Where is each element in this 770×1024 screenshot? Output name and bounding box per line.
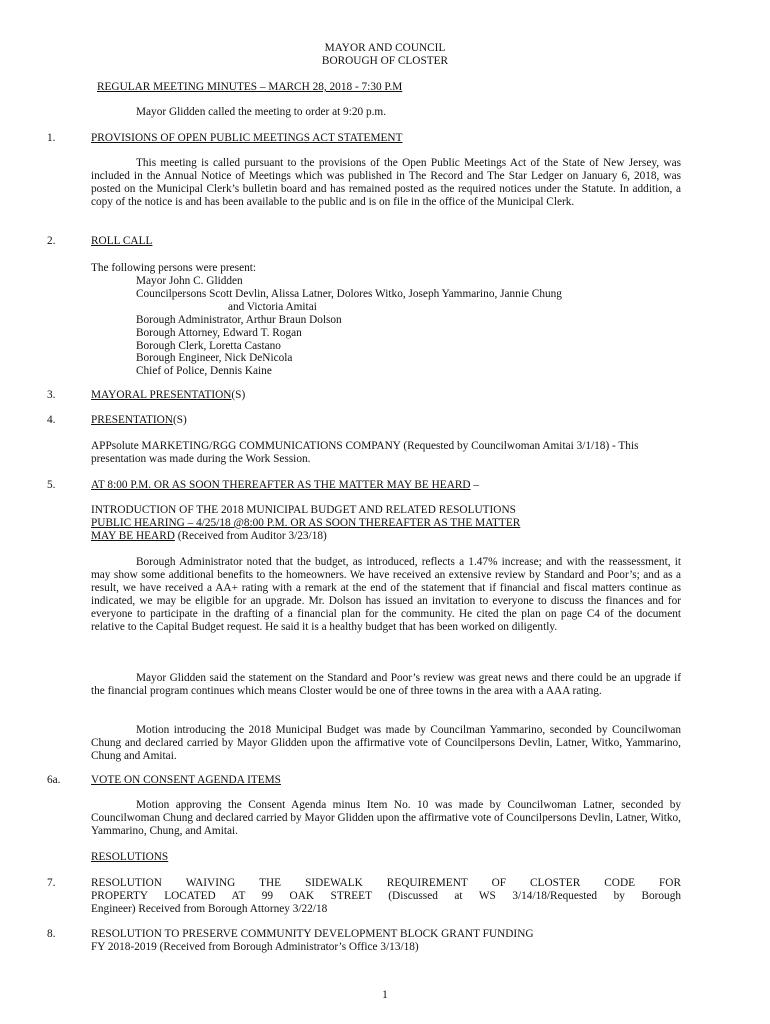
budget-heading-dash: –	[470, 479, 480, 491]
meeting-title: REGULAR MEETING MINUTES – MARCH 28, 2018 - 7:30 P.M	[97, 81, 403, 93]
budget-intro-line-3: MAY BE HEARD	[91, 529, 175, 542]
consent-agenda-text: Motion approving the Consent Agenda minus Item No. 10 was made by Councilwoman Latner, seconded by Councilwoman Chung and declared carried by Mayor Glidden upon the affirmative vote of Councilpersons Devlin, Latner, Witko, Yammarino, Chung, and Amitai.	[91, 799, 681, 837]
resolutions-heading: RESOLUTIONS	[91, 851, 169, 863]
presentation-heading-text: PRESENTATION	[91, 414, 173, 426]
present-item: Borough Attorney, Edward T. Rogan	[136, 326, 302, 339]
section-number: 3.	[47, 389, 56, 401]
budget-intro-line-3-suffix: (Received from Auditor 3/23/18)	[174, 529, 327, 542]
present-item: Councilpersons Scott Devlin, Alissa Latner, Dolores Witko, Joseph Yammarino, Jannie Chung	[136, 287, 562, 300]
present-item: Chief of Police, Dennis Kaine	[136, 365, 272, 378]
present-list	[136, 275, 562, 378]
call-to-order: Mayor Glidden called the meeting to order at 9:20 p.m.	[136, 106, 387, 118]
mayoral-heading-text: MAYORAL PRESENTATION	[91, 389, 232, 401]
title-line-1: MAYOR AND COUNCIL	[324, 42, 446, 54]
present-item: Mayor John C. Glidden	[136, 275, 243, 287]
mayoral-heading-suffix: (S)	[231, 389, 246, 401]
section-heading-presentation	[91, 414, 187, 427]
resolution-sidewalk-line-2: PROPERTY LOCATED AT 99 OAK STREET (Discussed at WS 3/14/18/Requested by Borough	[91, 889, 681, 902]
section-number: 6a.	[47, 774, 61, 786]
opma-statement	[91, 157, 681, 209]
section-heading-consent-agenda: VOTE ON CONSENT AGENDA ITEMS	[91, 774, 281, 786]
budget-intro	[91, 504, 520, 543]
resolution-cdbg-line-2: FY 2018-2019 (Received from Borough Administrator’s Office 3/13/18)	[91, 940, 419, 953]
section-number: 8.	[47, 928, 56, 940]
resolution-sidewalk-line-1: RESOLUTION WAIVING THE SIDEWALK REQUIREMENT OF CLOSTER CODE FOR	[91, 877, 681, 889]
section-heading-roll-call: ROLL CALL	[91, 235, 153, 247]
resolution-sidewalk	[91, 877, 681, 916]
roll-call-intro: The following persons were present:	[91, 262, 257, 274]
section-heading-mayoral	[91, 389, 245, 402]
budget-intro-line-1: INTRODUCTION OF THE 2018 MUNICIPAL BUDGET AND RELATED RESOLUTIONS	[91, 504, 516, 516]
present-item: Borough Clerk, Loretta Castano	[136, 339, 281, 352]
section-heading-opma: PROVISIONS OF OPEN PUBLIC MEETINGS ACT STATEMENT	[91, 132, 403, 144]
present-item: Borough Engineer, Nick DeNicola	[136, 352, 293, 365]
presentation-heading-suffix: (S)	[172, 414, 187, 426]
section-number: 4.	[47, 414, 56, 426]
title-line-2: BOROUGH OF CLOSTER	[321, 55, 449, 67]
section-number: 5.	[47, 479, 56, 491]
budget-paragraph-3	[91, 724, 681, 763]
budget-intro-line-2: PUBLIC HEARING – 4/25/18 @8:00 P.M. OR AS SOON THEREAFTER AS THE MATTER	[91, 516, 521, 529]
consent-agenda-body	[91, 799, 681, 838]
budget-paragraph-2	[91, 672, 681, 698]
page-number: 1	[382, 989, 388, 1001]
section-heading-budget	[91, 479, 479, 492]
present-item: and Victoria Amitai	[228, 300, 317, 313]
present-item: Borough Administrator, Arthur Braun Dolson	[136, 313, 342, 326]
resolution-cdbg-line-1: RESOLUTION TO PRESERVE COMMUNITY DEVELOPMENT BLOCK GRANT FUNDING	[91, 928, 534, 940]
budget-paragraph-1	[91, 556, 681, 633]
opma-statement-first: This meeting is called pursuant to the provisions of the Open Public Meetings Act of the State of	[136, 157, 599, 169]
opma-statement-rest: New Jersey, was included in the Annual Notice of Meetings which was published in The Record and The Star Ledger on January 6, 2018, was posted on the Municipal Clerk’s bulletin board and has remained posted as the required notices under the Statute. In addition, a copy of the notice is and has been available to the public and is on file in the office of the Municipal Clerk.	[91, 157, 681, 208]
budget-paragraph-1-text: Borough Administrator noted that the budget, as introduced, reflects a 1.47% increase; and with the reassessment, it may show some additional benefits to the homeowners. We have received an extensive review by Standard and Poor’s; and as a result, we have received a AA+ rating with a remark at the end of the statement that if financial and fiscal matters continue as indicated, we may be eligible for an upgrade. Mr. Dolson has issued an invitation to everyone to discuss the finances and for everyone to participate in the drafting of a financial plan for the community. He cited the plan on page C4 of the document relative to the Capital Budget request. He said it is a healthy budget that has been worked on diligently.	[91, 556, 681, 633]
budget-paragraph-2-text: Mayor Glidden said the statement on the Standard and Poor’s review was great news and there could be an upgrade if the financial program continues which means Closter would be one of three towns in the area with a AAA rating.	[91, 672, 681, 697]
resolution-cdbg	[91, 928, 534, 954]
presentation-body: APPsolute MARKETING/RGG COMMUNICATIONS COMPANY (Requested by Councilwoman Amitai 3/1/18) - This presentation was made during the Work Session.	[91, 440, 639, 465]
section-number: 7.	[47, 877, 56, 889]
budget-heading-text: AT 8:00 P.M. OR AS SOON THEREAFTER AS THE MATTER MAY BE HEARD	[91, 479, 471, 491]
resolution-sidewalk-line-3: Engineer) Received from Borough Attorney 3/22/18	[91, 902, 328, 915]
section-number: 2.	[47, 235, 56, 247]
budget-paragraph-3-text: Motion introducing the 2018 Municipal Budget was made by Councilman Yammarino, seconded by Councilwoman Chung and declared carried by Mayor Glidden upon the affirmative vote of Councilpersons Devlin, Latner, Witko, Yammarino, Chung and Amitai.	[91, 724, 681, 762]
section-number: 1.	[47, 132, 56, 144]
